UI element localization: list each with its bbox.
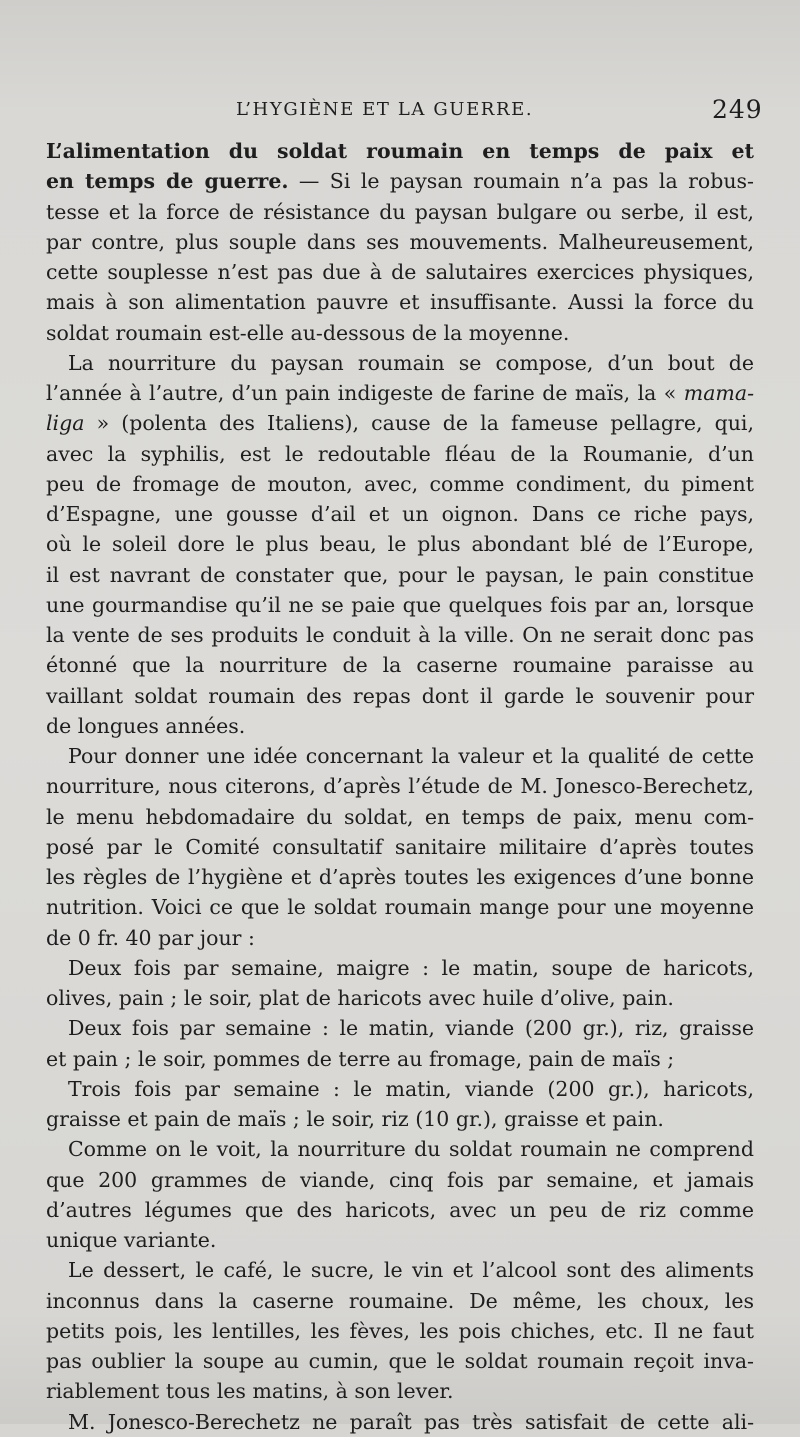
text-line [46, 166, 754, 196]
text-line [46, 953, 754, 983]
text-run: le menu hebdomadaire du soldat, en temps de paix, menu com- [46, 804, 754, 829]
paragraph [46, 1255, 754, 1406]
text-run: M. Jonesco-Berechetz ne paraît pas très satisfait de cette ali- [68, 1409, 754, 1434]
text-run: Deux fois par semaine, maigre : le matin, soupe de haricots, [68, 955, 754, 980]
text-run: l’année à l’autre, d’un pain indigeste de farine de maïs, la « [46, 381, 684, 405]
text-run: Trois fois par semaine : le matin, viande (200 gr.), haricots, [68, 1076, 754, 1101]
paragraph [46, 953, 754, 1014]
text-line [46, 983, 754, 1013]
text-line [46, 529, 754, 559]
text-run: Le dessert, le café, le sucre, le vin et l’alcool sont des aliments [68, 1258, 754, 1283]
text-run: soldat roumain est-elle au-dessous de la moyenne. [46, 320, 570, 345]
text-line [46, 1044, 754, 1074]
text-line [46, 1195, 754, 1225]
paragraph [46, 1134, 754, 1255]
text-run: avec la syphilis, est le redoutable fléau de la Roumanie, d’un [46, 441, 754, 466]
text-line [46, 923, 754, 953]
text-line [46, 227, 754, 257]
text-run: nutrition. Voici ce que le soldat roumain mange pour une moyenne [46, 895, 754, 920]
text-line [46, 1316, 754, 1346]
text-line [46, 802, 754, 832]
text-line [46, 1255, 754, 1285]
text-line [46, 136, 754, 166]
text-line [46, 862, 754, 892]
text-line [46, 348, 754, 378]
paragraph [46, 1074, 754, 1135]
text-line [46, 711, 754, 741]
text-run: où le soleil dore le plus beau, le plus abondant blé de l’Europe, [46, 532, 754, 557]
bold-run: en temps de guerre. [46, 169, 289, 194]
text-run: d’autres légumes que des haricots, avec un peu de riz comme [46, 1197, 754, 1222]
text-line [46, 741, 754, 771]
text-line [46, 499, 754, 529]
text-run: une gourmandise qu’il ne se paie que quelques fois par an, lorsque [46, 592, 754, 617]
text-line [46, 1225, 754, 1255]
text-line [46, 1346, 754, 1376]
text-line [46, 1376, 754, 1406]
paragraph [46, 348, 754, 741]
text-line [46, 620, 754, 650]
text-line [46, 287, 754, 317]
text-line [46, 1013, 754, 1043]
text-run: de longues années. [46, 713, 246, 738]
text-run: la vente de ses produits le conduit à la ville. On ne serait donc pas [46, 623, 754, 647]
page-header [0, 95, 800, 129]
text-line [46, 1165, 754, 1195]
text-line [46, 408, 754, 438]
text-run: » (polenta des Italiens), cause de la fameuse pellagre, qui, [84, 411, 754, 436]
text-line [46, 1407, 754, 1437]
text-run: mais à son alimentation pauvre et insuffisante. Aussi la force du [46, 290, 754, 315]
text-line [46, 832, 754, 862]
text-run: inconnus dans la caserne roumaine. De même, les choux, les [46, 1288, 754, 1313]
text-run: étonné que la nourriture de la caserne roumaine paraisse au [46, 653, 754, 678]
text-run: — Si le paysan roumain n’a pas la robus- [288, 169, 754, 194]
text-run: Comme on le voit, la nourriture du soldat roumain ne comprend [68, 1137, 754, 1162]
text-run: vaillant soldat roumain des repas dont il garde le souvenir pour [46, 683, 754, 708]
text-run: olives, pain ; le soir, plat de haricots avec huile d’olive, pain. [46, 986, 674, 1010]
text-run: nourriture, nous citerons, d’après l’étude de M. Jonesco-Berechetz, [46, 774, 754, 799]
bold-run: L’alimentation du soldat roumain en temps de paix et [46, 139, 754, 163]
body-text [46, 136, 754, 1437]
text-run: que 200 grammes de viande, cinq fois par semaine, et jamais [46, 1167, 754, 1192]
text-line [46, 1104, 754, 1134]
text-line [46, 439, 754, 469]
paragraph [46, 1407, 754, 1437]
text-run: peu de fromage de mouton, avec, comme condiment, du piment [46, 471, 754, 496]
text-run: tesse et la force de résistance du paysan bulgare ou serbe, il est, [46, 199, 754, 224]
text-run: Deux fois par semaine : le matin, viande (200 gr.), riz, graisse [68, 1016, 754, 1041]
text-run: et pain ; le soir, pommes de terre au fromage, pain de maïs ; [46, 1046, 675, 1071]
text-line [46, 650, 754, 680]
paragraph [46, 741, 754, 953]
text-line [46, 560, 754, 590]
text-run: petits pois, les lentilles, les fèves, les pois chiches, etc. Il ne faut [46, 1318, 754, 1343]
paragraph [46, 136, 754, 348]
italic-run: liga [46, 411, 85, 436]
paragraph [46, 1013, 754, 1074]
text-line [46, 1286, 754, 1316]
text-run: unique variante. [46, 1228, 217, 1252]
running-head: L’HYGIÈNE ET LA GUERRE. [236, 99, 534, 120]
text-run: riablement tous les matins, à son lever. [46, 1379, 454, 1404]
text-line [46, 257, 754, 287]
text-line [46, 469, 754, 499]
text-run: par contre, plus souple dans ses mouvements. Malheureusement, [46, 229, 754, 254]
text-run: pas oublier la soupe au cumin, que le soldat roumain reçoit inva- [46, 1349, 754, 1373]
text-run: d’Espagne, une gousse d’ail et un oignon. Dans ce riche pays, [46, 502, 754, 526]
text-line [46, 1074, 754, 1104]
text-run: Pour donner une idée concernant la valeur et la qualité de cette [68, 744, 754, 768]
text-line [46, 1134, 754, 1164]
text-run: de 0 fr. 40 par jour : [46, 925, 255, 950]
page-number: 249 [712, 95, 763, 124]
text-run: La nourriture du paysan roumain se compose, d’un bout de [68, 350, 754, 375]
text-line [46, 197, 754, 227]
italic-run: mama- [683, 381, 754, 405]
text-run: cette souplesse n’est pas due à de salutaires exercices physiques, [46, 260, 754, 284]
text-line [46, 590, 754, 620]
text-line [46, 318, 754, 348]
text-line [46, 892, 754, 922]
text-line [46, 378, 754, 408]
text-line [46, 771, 754, 801]
text-run: posé par le Comité consultatif sanitaire militaire d’après toutes [46, 834, 754, 859]
text-run: graisse et pain de maïs ; le soir, riz (10 gr.), graisse et pain. [46, 1107, 664, 1131]
text-run: les règles de l’hygiène et d’après toutes les exigences d’une bonne [46, 865, 754, 889]
text-run: il est navrant de constater que, pour le paysan, le pain constitue [46, 562, 754, 587]
text-line [46, 681, 754, 711]
